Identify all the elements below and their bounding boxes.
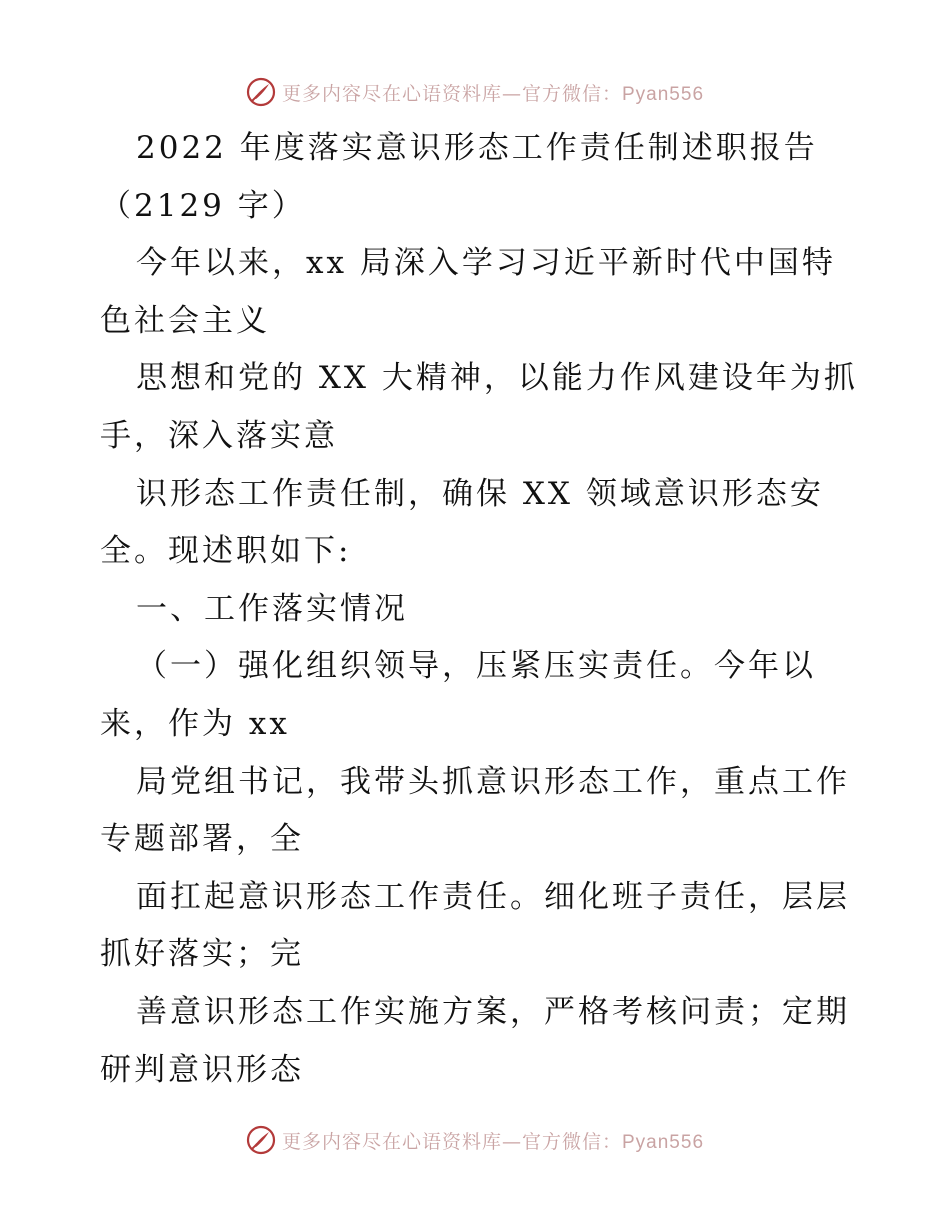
watermark-dash: —	[501, 1130, 522, 1153]
document-line: 2022 年度落实意识形态工作责任制述职报告	[136, 130, 818, 166]
document-line: 色社会主义	[100, 302, 270, 339]
document-line: 识形态工作责任制，确保 XX 领域意识形态安	[136, 475, 824, 512]
document-line: 局党组书记，我带头抓意识形态工作，重点工作	[136, 763, 850, 800]
watermark-text	[282, 79, 704, 106]
watermark-site-text: 更多内容尽在心语资料库	[281, 82, 502, 105]
document-line: 专题部署，全	[100, 821, 304, 858]
watermark-wechat-id: Pyan556	[622, 83, 705, 105]
document-line: 全。现述职如下:	[100, 533, 352, 570]
watermark-dash: —	[501, 82, 522, 105]
watermark-site-text: 更多内容尽在心语资料库	[281, 1130, 502, 1153]
document-line: （一）强化组织领导，压紧压实责任。今年以	[136, 648, 816, 685]
watermark-wechat-id: Pyan556	[622, 1131, 705, 1153]
watermark-text	[282, 1127, 704, 1154]
document-line: 善意识形态工作实施方案，严格考核问责；定期	[136, 993, 850, 1030]
watermark-banner-top	[0, 72, 950, 112]
document-line: 思想和党的 XX 大精神，以能力作风建设年为抓	[136, 360, 858, 397]
document-line: 来，作为 xx	[100, 705, 290, 742]
document-line: 面扛起意识形态工作责任。细化班子责任，层层	[136, 878, 850, 915]
quill-seal-icon	[246, 77, 276, 107]
watermark-banner-bottom	[0, 1120, 950, 1160]
document-line: 一、工作落实情况	[136, 590, 408, 627]
watermark-wechat-label: 官方微信：	[521, 82, 622, 105]
document-line: 抓好落实；完	[100, 936, 304, 973]
document-line: 今年以来，xx 局深入学习习近平新时代中国特	[136, 245, 836, 282]
document-line: （2129 字）	[100, 187, 306, 224]
quill-seal-icon	[246, 1125, 276, 1155]
document-line: 手，深入落实意	[100, 417, 338, 454]
document-line: 研判意识形态	[100, 1051, 304, 1088]
watermark-wechat-label: 官方微信：	[521, 1130, 622, 1153]
document-body	[100, 120, 860, 1099]
